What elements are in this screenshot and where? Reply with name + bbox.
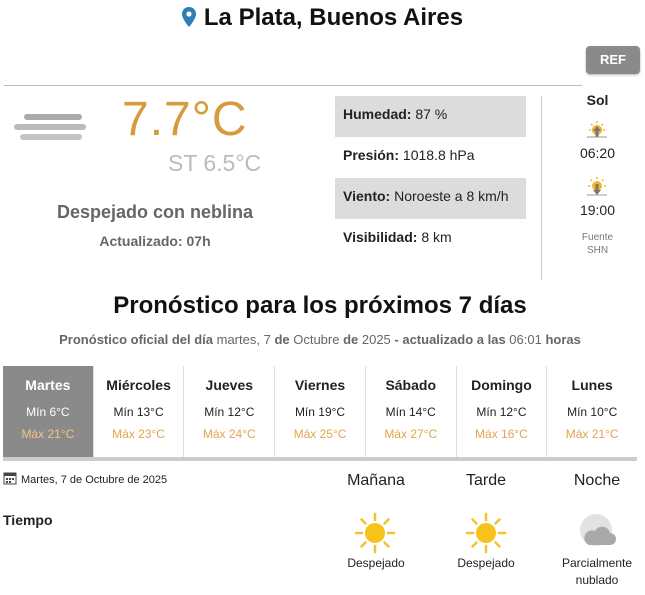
- sun-icon: [354, 512, 396, 554]
- day-tab-domingo[interactable]: [456, 366, 547, 457]
- tiempo-label: Tiempo: [3, 512, 53, 528]
- source-name: SHN: [586, 245, 609, 256]
- day-tab-viernes[interactable]: [274, 366, 365, 457]
- forecast-title: Pronóstico para los próximos 7 días: [113, 292, 527, 319]
- feels-like: ST 6.5°C: [168, 150, 262, 176]
- day-tab-lunes[interactable]: [546, 366, 637, 457]
- sunset-time: 19:00: [579, 202, 616, 218]
- day-name: Viernes: [294, 377, 346, 393]
- condition-manana: Despejado: [347, 556, 405, 570]
- source-label: Fuente: [581, 232, 614, 243]
- day-name: Sábado: [385, 377, 437, 393]
- divider: [4, 85, 582, 86]
- sun-icon: [465, 512, 507, 554]
- condition-tarde: Despejado: [457, 556, 515, 570]
- ref-button[interactable]: REF: [586, 46, 640, 74]
- day-max: Máx 21°C: [565, 427, 619, 441]
- day-min: Mín 6°C: [26, 405, 70, 419]
- vertical-divider: [541, 96, 542, 280]
- partly-cloudy-night-icon: [576, 512, 618, 554]
- day-max: Máx 23°C: [112, 427, 165, 441]
- condition-noche: Parcialmente nublado: [561, 556, 633, 587]
- period-manana: Mañana: [347, 472, 405, 489]
- period-noche: Noche: [573, 472, 621, 489]
- day-min: Mín 12°C: [476, 405, 527, 419]
- day-max: Máx 25°C: [293, 427, 347, 441]
- day-name: Lunes: [571, 377, 613, 393]
- current-condition: Despejado con neblina: [56, 202, 254, 222]
- detail-pressure: Presión: 1018.8 hPa: [343, 147, 475, 163]
- location-pin-icon: [182, 6, 196, 34]
- day-tab-martes[interactable]: [3, 366, 93, 457]
- detail-visibility: Visibilidad: 8 km: [343, 229, 452, 245]
- fog-icon: [10, 110, 90, 150]
- day-min: Mín 14°C: [385, 405, 436, 419]
- period-tarde: Tarde: [465, 472, 507, 489]
- day-tab-jueves[interactable]: [183, 366, 274, 457]
- calendar-icon: [3, 471, 17, 488]
- forecast-days: [3, 366, 637, 461]
- sunrise-time: 06:20: [579, 145, 616, 161]
- day-name: Domingo: [471, 377, 532, 393]
- day-name: Jueves: [205, 377, 254, 393]
- location-title: [0, 4, 645, 34]
- detail-date: Martes, 7 de Octubre de 2025: [3, 471, 167, 488]
- detail-wind: Viento: Noroeste a 8 km/h: [335, 178, 526, 219]
- location-name: La Plata, Buenos Aires: [203, 4, 464, 31]
- sun-title: Sol: [586, 92, 609, 108]
- current-temperature: 7.7°C: [122, 93, 248, 146]
- day-max: Máx 24°C: [202, 427, 256, 441]
- day-tab-sabado[interactable]: [365, 366, 456, 457]
- detail-humidity: Humedad: 87 %: [335, 96, 526, 137]
- day-max: Máx 16°C: [475, 427, 528, 441]
- day-name: Martes: [25, 377, 71, 393]
- day-tab-miercoles[interactable]: [93, 366, 184, 457]
- updated-time: Actualizado: 07h: [99, 233, 211, 249]
- day-min: Mín 10°C: [567, 405, 618, 419]
- day-max: Máx 27°C: [384, 427, 438, 441]
- day-min: Mín 12°C: [204, 405, 255, 419]
- day-min: Mín 19°C: [294, 405, 346, 419]
- day-min: Mín 13°C: [113, 405, 164, 419]
- day-name: Miércoles: [106, 377, 171, 393]
- sunset-icon: [585, 174, 609, 198]
- sunrise-icon: [585, 116, 609, 140]
- details-panel: [335, 96, 526, 260]
- forecast-subtitle: Pronóstico oficial del día martes, 7 de Octubre de 2025 - actualizado a las 06:01 horas: [59, 332, 581, 347]
- day-max: Máx 21°C: [21, 427, 75, 441]
